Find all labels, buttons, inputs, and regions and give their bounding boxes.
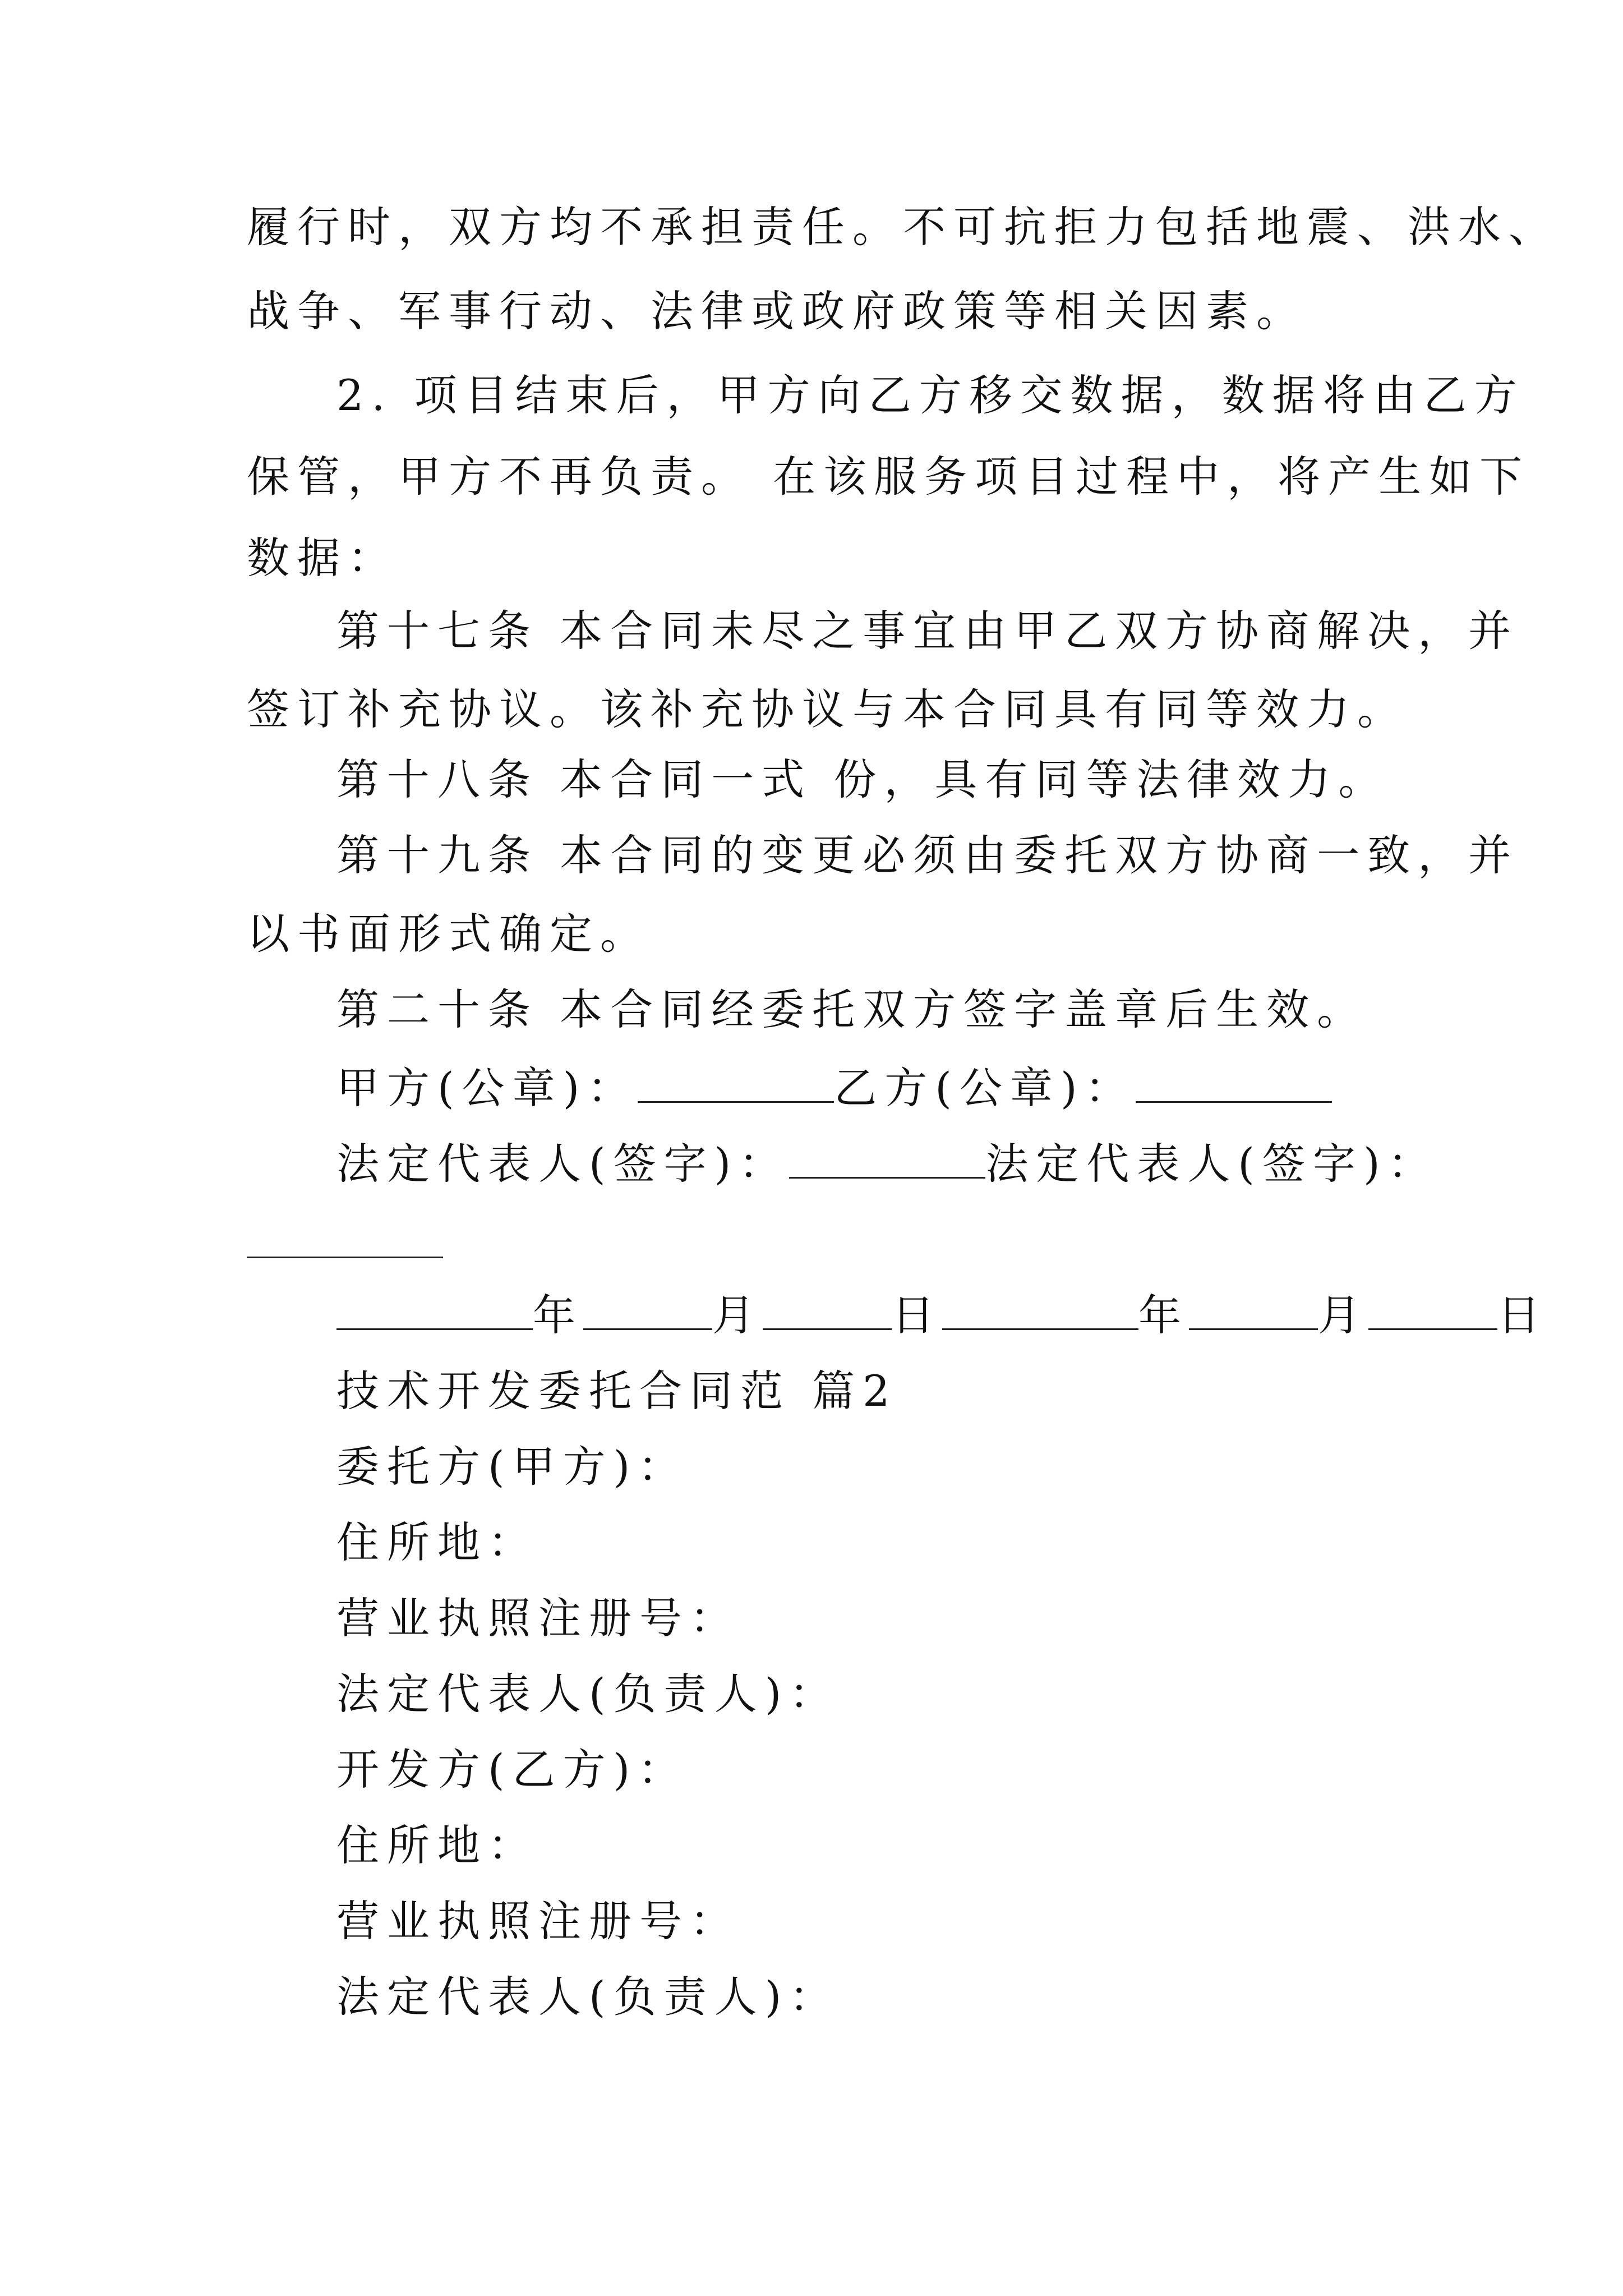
- field-line: 营业执照注册号：: [336, 1896, 740, 1946]
- body-line: 数据：: [247, 533, 398, 583]
- body-line: 第十八条 本合同一式 份，具有同等法律效力。: [336, 754, 1389, 804]
- field-line: 法定代表人(负责人)：: [336, 1972, 840, 2022]
- month-blank-b: [1189, 1292, 1318, 1330]
- body-line: 第十七条 本合同未尽之事宜由甲乙双方协商解决，并: [336, 606, 1519, 656]
- body-line: 以书面形式确定。: [247, 909, 651, 959]
- party-b-seal-label: 乙方(公章)：: [834, 1063, 1136, 1113]
- date-line: [336, 1287, 1548, 1343]
- year-label: 年: [1138, 1290, 1189, 1340]
- body-line: 第二十条 本合同经委托双方签字盖章后生效。: [336, 984, 1368, 1034]
- field-line: 开发方(乙方)：: [336, 1745, 689, 1795]
- year-blank-a: [336, 1292, 533, 1330]
- party-b-seal-blank: [1136, 1065, 1332, 1103]
- representative-line: [336, 1136, 1438, 1192]
- field-line: 法定代表人(负责人)：: [336, 1669, 840, 1719]
- field-line: 住所地：: [336, 1517, 538, 1567]
- rep-b-label: 法定代表人(签字)：: [985, 1139, 1438, 1189]
- body-line: 第十九条 本合同的变更必须由委托双方协商一致，并: [336, 830, 1519, 880]
- body-line: 战争、军事行动、法律或政府政策等相关因素。: [247, 286, 1307, 336]
- section-title: 技术开发委托合同范 篇2: [336, 1366, 898, 1416]
- day-label: 日: [1497, 1290, 1548, 1340]
- party-a-seal-label: 甲方(公章)：: [336, 1063, 638, 1113]
- day-blank-a: [763, 1292, 892, 1330]
- body-line: 保管，甲方不再负责。 在该服务项目过程中，将产生如下: [247, 452, 1530, 501]
- field-line: 住所地：: [336, 1820, 538, 1870]
- field-line: 营业执照注册号：: [336, 1593, 740, 1643]
- party-a-seal-blank: [638, 1065, 834, 1103]
- month-blank-a: [583, 1292, 712, 1330]
- body-line: 签订补充协议。该补充协议与本合同具有同等效力。: [247, 684, 1408, 734]
- body-line: 2. 项目结束后，甲方向乙方移交数据，数据将由乙方: [336, 370, 1525, 420]
- seal-line: [336, 1060, 1332, 1116]
- year-label: 年: [533, 1290, 583, 1340]
- month-label: 月: [712, 1290, 763, 1340]
- rep-a-blank: [789, 1141, 985, 1179]
- signature-continuation-blank: [247, 1257, 443, 1258]
- month-label: 月: [1318, 1290, 1368, 1340]
- body-line: 履行时，双方均不承担责任。不可抗拒力包括地震、洪水、: [247, 202, 1559, 252]
- year-blank-b: [942, 1292, 1138, 1330]
- field-line: 委托方(甲方)：: [336, 1442, 689, 1492]
- day-blank-b: [1368, 1292, 1497, 1330]
- day-label: 日: [892, 1290, 942, 1340]
- rep-a-label: 法定代表人(签字)：: [336, 1139, 790, 1189]
